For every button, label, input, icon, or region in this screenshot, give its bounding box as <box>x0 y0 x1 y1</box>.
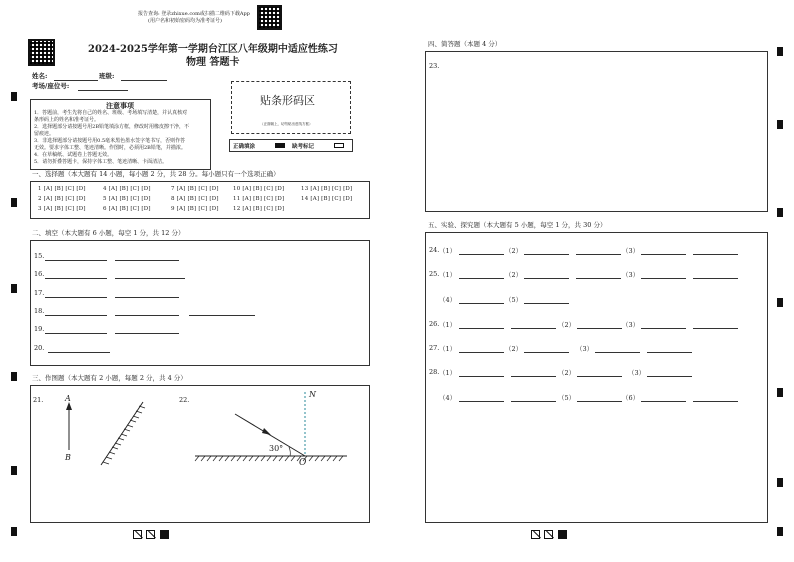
q28-part-5: （5） <box>558 394 576 402</box>
q18-blank[interactable] <box>45 315 107 316</box>
q25-label: 25. <box>429 270 440 278</box>
page-mark <box>531 530 540 539</box>
short-answer-box[interactable] <box>425 51 768 212</box>
experiment-box <box>425 232 768 523</box>
q28-blank[interactable] <box>577 401 622 402</box>
q24-blank[interactable] <box>459 254 504 255</box>
q17-blank[interactable] <box>45 297 107 298</box>
notice-line: 5．请勿折叠答题卡，保持字体工整、笔迹清晰、卡面清洁。 <box>34 159 168 165</box>
page-mark <box>146 530 155 539</box>
q25-part-4: （4） <box>439 296 457 304</box>
fill-legend <box>229 139 353 152</box>
q27-blank[interactable] <box>647 352 692 353</box>
q25-blank[interactable] <box>641 278 686 279</box>
label-a: A <box>65 394 71 403</box>
q22-diagram[interactable] <box>191 388 351 472</box>
barcode-note: （正面朝上，切勿贴出虚线方框） <box>260 122 313 126</box>
report-note-sub: (用户名和初始密码均为准考证号) <box>148 18 222 24</box>
page-mark <box>558 530 567 539</box>
choice-q12[interactable]: 12 [A] [B] [C] [D] <box>233 206 285 212</box>
choice-q3[interactable]: 3 [A] [B] [C] [D] <box>38 206 86 212</box>
q18-blank[interactable] <box>115 315 179 316</box>
notice-line: 4．在草稿纸、试题卷上答题无效。 <box>34 152 113 158</box>
q19-blank[interactable] <box>115 333 179 334</box>
q28-part-3: （3） <box>628 369 646 377</box>
q25-part-3: （3） <box>622 271 640 279</box>
choice-q9[interactable]: 9 [A] [B] [C] [D] <box>171 206 219 212</box>
notice-title: 注意事项 <box>106 101 134 110</box>
timing-mark <box>11 198 17 207</box>
q27-part-1: （1） <box>439 345 457 353</box>
ray-arrow-icon <box>262 428 271 435</box>
q28-part-6: （6） <box>622 394 640 402</box>
timing-mark <box>11 284 17 293</box>
notice-line: 1．答题前，考生先将自己的姓名、班级、考场填写清楚，并认真核对 <box>34 110 188 116</box>
page-title: 2024-2025学年第一学期台江区八年级期中适应性练习 <box>88 44 338 55</box>
choice-q13[interactable]: 13 [A] [B] [C] [D] <box>301 186 353 192</box>
timing-mark <box>777 527 783 536</box>
section-1-title: 一、选择题（本大题有 14 小题，每小题 2 分，共 28 分。每小题只有一个选项正确） <box>32 170 280 178</box>
q17-blank[interactable] <box>115 297 179 298</box>
report-note: 报告查询: 登录zhixue.com或扫描二维码下载App <box>138 11 250 17</box>
choice-q10[interactable]: 10 [A] [B] [C] [D] <box>233 186 285 192</box>
q26-label: 26. <box>429 320 440 328</box>
q25-blank[interactable] <box>459 303 504 304</box>
q25-part-5: （5） <box>505 296 523 304</box>
timing-mark <box>11 527 17 536</box>
q27-part-2: （2） <box>505 345 523 353</box>
choice-q2[interactable]: 2 [A] [B] [C] [D] <box>38 196 86 202</box>
q28-blank[interactable] <box>459 376 504 377</box>
q27-blank[interactable] <box>524 352 569 353</box>
missing-exam-box[interactable] <box>334 143 344 148</box>
fill-blank-box <box>30 240 370 366</box>
q18-blank[interactable] <box>189 315 255 316</box>
page-subtitle: 物理 答题卡 <box>186 57 240 68</box>
q20-label: 20. <box>34 344 45 352</box>
q21-label: 21. <box>33 396 44 404</box>
surface-hatching <box>195 456 343 461</box>
q23-label: 23. <box>429 62 440 70</box>
choice-q6[interactable]: 6 [A] [B] [C] [D] <box>103 206 151 212</box>
label-n: N <box>309 390 316 399</box>
drawing-box <box>30 385 370 523</box>
timing-mark <box>777 388 783 397</box>
notice-line: 条形码上的姓名和准考证号。 <box>34 117 100 123</box>
q28-label: 28. <box>429 368 440 376</box>
q25-blank[interactable] <box>524 278 569 279</box>
q28-blank[interactable] <box>641 401 686 402</box>
angle-label: 30° <box>269 444 284 453</box>
q26-part-1: （1） <box>439 321 457 329</box>
name-field[interactable] <box>54 80 98 81</box>
q25-blank[interactable] <box>524 303 569 304</box>
q15-blank[interactable] <box>115 260 179 261</box>
q15-blank[interactable] <box>45 260 107 261</box>
q16-label: 16. <box>34 270 45 278</box>
q18-label: 18. <box>34 307 45 315</box>
choice-q14[interactable]: 14 [A] [B] [C] [D] <box>301 196 353 202</box>
exam-qr-code <box>28 39 55 66</box>
q25-part-1: （1） <box>439 271 457 279</box>
q15-label: 15. <box>34 252 45 260</box>
q28-blank[interactable] <box>459 401 504 402</box>
q20-blank[interactable] <box>48 352 110 353</box>
section-2-title: 二、填空（本大题有 6 小题，每空 1 分，共 12 分） <box>32 229 185 237</box>
correct-fill-label: 正确填涂 <box>233 144 256 150</box>
q24-blank[interactable] <box>576 254 621 255</box>
class-label: 班级: <box>99 72 115 80</box>
page-mark <box>133 530 142 539</box>
timing-mark <box>11 92 17 101</box>
q22-label: 22. <box>179 396 190 404</box>
choice-q4[interactable]: 4 [A] [B] [C] [D] <box>103 186 151 192</box>
q27-label: 27. <box>429 344 440 352</box>
timing-mark <box>11 372 17 381</box>
section-4-title: 四、简答题（本题 4 分） <box>428 40 502 48</box>
q26-blank[interactable] <box>693 328 738 329</box>
arrow-head-icon <box>66 402 72 410</box>
q26-blank[interactable] <box>641 328 686 329</box>
section-5-title: 五、实验、探究题（本大题有 5 小题，每空 1 分，共 30 分） <box>428 221 607 229</box>
choice-answer-box <box>30 181 370 219</box>
q24-blank[interactable] <box>693 254 738 255</box>
page-mark <box>544 530 553 539</box>
q25-blank[interactable] <box>693 278 738 279</box>
choice-q11[interactable]: 11 [A] [B] [C] [D] <box>233 196 285 202</box>
q26-part-3: （3） <box>622 321 640 329</box>
q25-part-2: （2） <box>505 271 523 279</box>
correct-fill-sample <box>275 143 285 148</box>
q26-part-2: （2） <box>558 321 576 329</box>
q26-blank[interactable] <box>577 328 622 329</box>
q28-blank[interactable] <box>577 376 622 377</box>
q19-blank[interactable] <box>45 333 107 334</box>
q24-label: 24. <box>429 246 440 254</box>
name-label: 姓名: <box>32 72 48 80</box>
timing-mark <box>777 478 783 487</box>
q27-part-3: （3） <box>576 345 594 353</box>
timing-mark <box>11 466 17 475</box>
timing-mark <box>777 47 783 56</box>
timing-mark <box>777 298 783 307</box>
q16-blank[interactable] <box>45 278 107 279</box>
report-qr-code <box>257 5 282 30</box>
angle-arc <box>289 447 290 456</box>
notice-line: 无效。要求字体工整、笔迹清晰。作图时，必须用2B铅笔，并描浓。 <box>34 145 186 151</box>
section-3-title: 三、作图题（本大题有 2 小题，每题 2 分，共 4 分） <box>32 374 187 382</box>
q16-blank[interactable] <box>115 278 185 279</box>
class-field[interactable] <box>121 80 167 81</box>
q26-blank[interactable] <box>459 328 504 329</box>
notice-line: 留痕迹。 <box>34 131 55 137</box>
notice-line: 2．选择题部分请按题号用2B铅笔填涂方框，修改时用橡皮擦干净，不 <box>34 124 190 130</box>
q28-part-2: （2） <box>558 369 576 377</box>
q17-label: 17. <box>34 289 45 297</box>
q27-blank[interactable] <box>595 352 640 353</box>
q28-blank[interactable] <box>511 401 556 402</box>
q24-part-3: （3） <box>622 247 640 255</box>
page-mark <box>160 530 169 539</box>
q28-blank[interactable] <box>647 376 692 377</box>
exam-seat-field[interactable] <box>78 90 128 91</box>
missing-exam-label: 缺考标记 <box>292 144 315 150</box>
q24-part-2: （2） <box>505 247 523 255</box>
q26-blank[interactable] <box>511 328 556 329</box>
barcode-area <box>231 81 351 134</box>
choice-q7[interactable]: 7 [A] [B] [C] [D] <box>171 186 219 192</box>
q24-part-1: （1） <box>439 247 457 255</box>
q25-blank[interactable] <box>576 278 621 279</box>
q28-blank[interactable] <box>511 376 556 377</box>
choice-q1[interactable]: 1 [A] [B] [C] [D] <box>38 186 86 192</box>
q28-part-4: （4） <box>439 394 457 402</box>
q25-blank[interactable] <box>459 278 504 279</box>
notice-box <box>30 99 211 170</box>
barcode-title: 贴条形码区 <box>260 94 315 107</box>
label-b: B <box>65 453 71 462</box>
q24-blank[interactable] <box>524 254 569 255</box>
q28-blank[interactable] <box>693 401 738 402</box>
label-o: O <box>299 458 307 468</box>
mirror-hatching <box>103 406 145 464</box>
notice-line: 3．非选择题部分请按题号用0.5毫米黑色墨水签字笔书写，否则作答 <box>34 138 186 144</box>
q28-part-1: （1） <box>439 369 457 377</box>
exam-seat-label: 考场/座位号: <box>32 82 70 90</box>
choice-q5[interactable]: 5 [A] [B] [C] [D] <box>103 196 151 202</box>
timing-mark <box>777 120 783 129</box>
timing-mark <box>777 208 783 217</box>
q24-blank[interactable] <box>641 254 686 255</box>
choice-q8[interactable]: 8 [A] [B] [C] [D] <box>171 196 219 202</box>
q19-label: 19. <box>34 325 45 333</box>
q27-blank[interactable] <box>459 352 504 353</box>
